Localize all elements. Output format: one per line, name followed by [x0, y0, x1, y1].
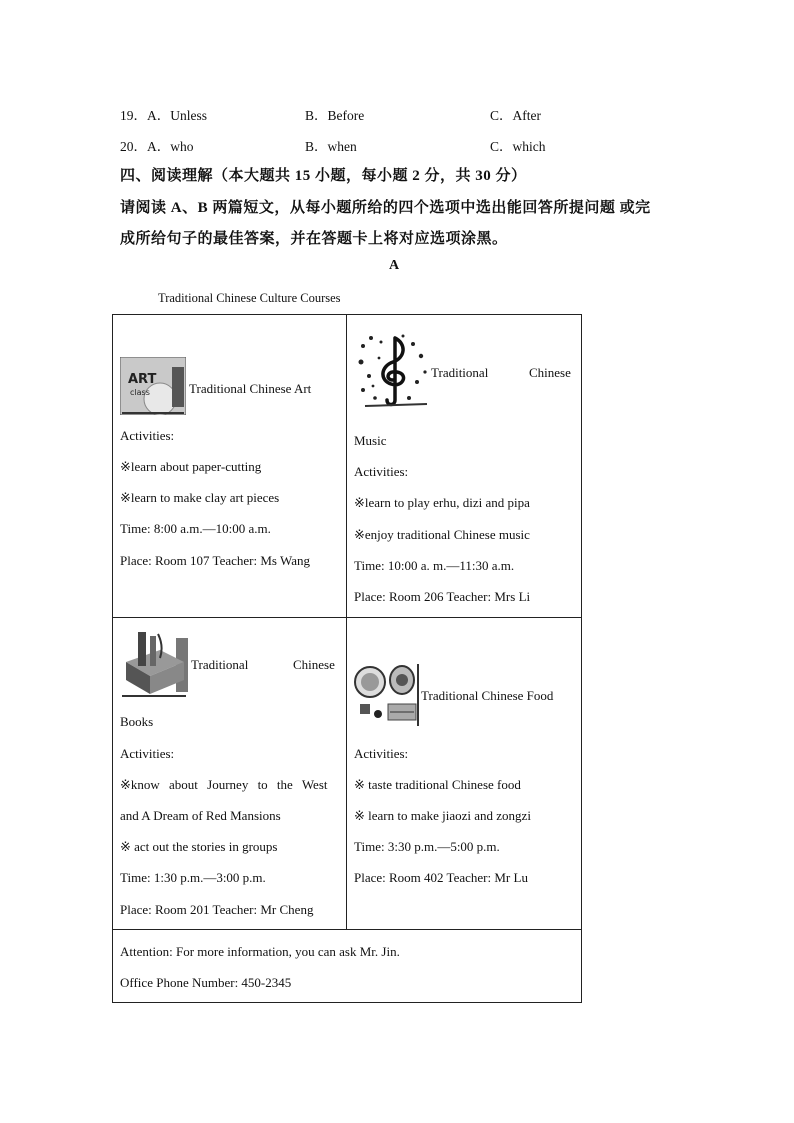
section-heading: 四、阅读理解（本大题共 15 小题，每小题 2 分，共 30 分）	[120, 168, 527, 184]
books-place: Place: Room 201 Teacher: Mr Cheng	[120, 902, 314, 917]
music-note-image	[355, 332, 431, 410]
music-place: Place: Room 206 Teacher: Mrs Li	[354, 589, 531, 604]
instructions-line-1: 请阅读 A、B 两篇短文，从每小题所给的四个选项中选出能回答所提问题 或完	[120, 200, 651, 216]
books-activity-1: ※know about Journey to the West	[120, 777, 328, 792]
food-place: Place: Room 402 Teacher: Mr Lu	[354, 870, 528, 885]
books-activity-1-continued: and A Dream of Red Mansions	[120, 808, 281, 823]
question-20-option-b: B．when	[305, 139, 357, 154]
food-time: Time: 3:30 p.m.—5:00 p.m.	[354, 839, 500, 854]
music-activity-2: ※enjoy traditional Chinese music	[354, 527, 530, 542]
office-phone: Office Phone Number: 450-2345	[120, 975, 292, 990]
music-title-part-1: Traditional	[431, 365, 489, 380]
art-place: Place: Room 107 Teacher: Ms Wang	[120, 553, 310, 568]
music-activity-1: ※learn to play erhu, dizi and pipa	[354, 495, 530, 510]
table-divider-vertical	[346, 314, 347, 930]
food-activity-2: ※ learn to make jiaozi and zongzi	[354, 808, 531, 823]
table-divider-horizontal-2	[112, 929, 582, 930]
instructions-line-2: 成所给句子的最佳答案，并在答题卡上将对应选项涂黑。	[120, 231, 508, 247]
music-title-part-3: Music	[354, 433, 387, 448]
question-19-option-c: C．After	[490, 108, 541, 123]
food-activities-label: Activities:	[354, 746, 409, 761]
food-title: Traditional Chinese Food	[421, 688, 554, 703]
question-20-option-c: C．which	[490, 139, 546, 154]
food-image	[354, 662, 420, 728]
books-title-part-3: Books	[120, 714, 154, 729]
table-title: Traditional Chinese Culture Courses	[158, 291, 341, 305]
table-divider-horizontal-1	[112, 617, 582, 618]
music-activities-label: Activities:	[354, 464, 409, 479]
books-image	[120, 628, 190, 698]
art-time: Time: 8:00 a.m.—10:00 a.m.	[120, 521, 271, 536]
art-activity-1: ※learn about paper-cutting	[120, 459, 262, 474]
passage-label: A	[389, 258, 400, 273]
art-title: Traditional Chinese Art	[189, 381, 312, 396]
art-activities-label: Activities:	[120, 428, 175, 443]
music-time: Time: 10:00 a. m.—11:30 a.m.	[354, 558, 515, 573]
books-activities-label: Activities:	[120, 746, 175, 761]
books-title-part-1: Traditional	[191, 657, 249, 672]
art-activity-2: ※learn to make clay art pieces	[120, 490, 280, 505]
books-title-part-2: Chinese	[293, 657, 335, 672]
books-activity-2: ※ act out the stories in groups	[120, 839, 278, 854]
attention-note: Attention: For more information, you can ask Mr. Jin.	[120, 944, 400, 959]
food-activity-1: ※ taste traditional Chinese food	[354, 777, 521, 792]
books-time: Time: 1:30 p.m.—3:00 p.m.	[120, 870, 266, 885]
question-19-option-b: B．Before	[305, 108, 365, 123]
art-class-image	[120, 357, 186, 415]
music-title-part-2: Chinese	[529, 365, 571, 380]
art-image-text: ART	[128, 372, 157, 387]
art-image-subtext: class	[130, 388, 150, 397]
question-19-option-a: 19．A．Unless	[120, 108, 207, 123]
question-20-option-a: 20．A．who	[120, 139, 194, 154]
